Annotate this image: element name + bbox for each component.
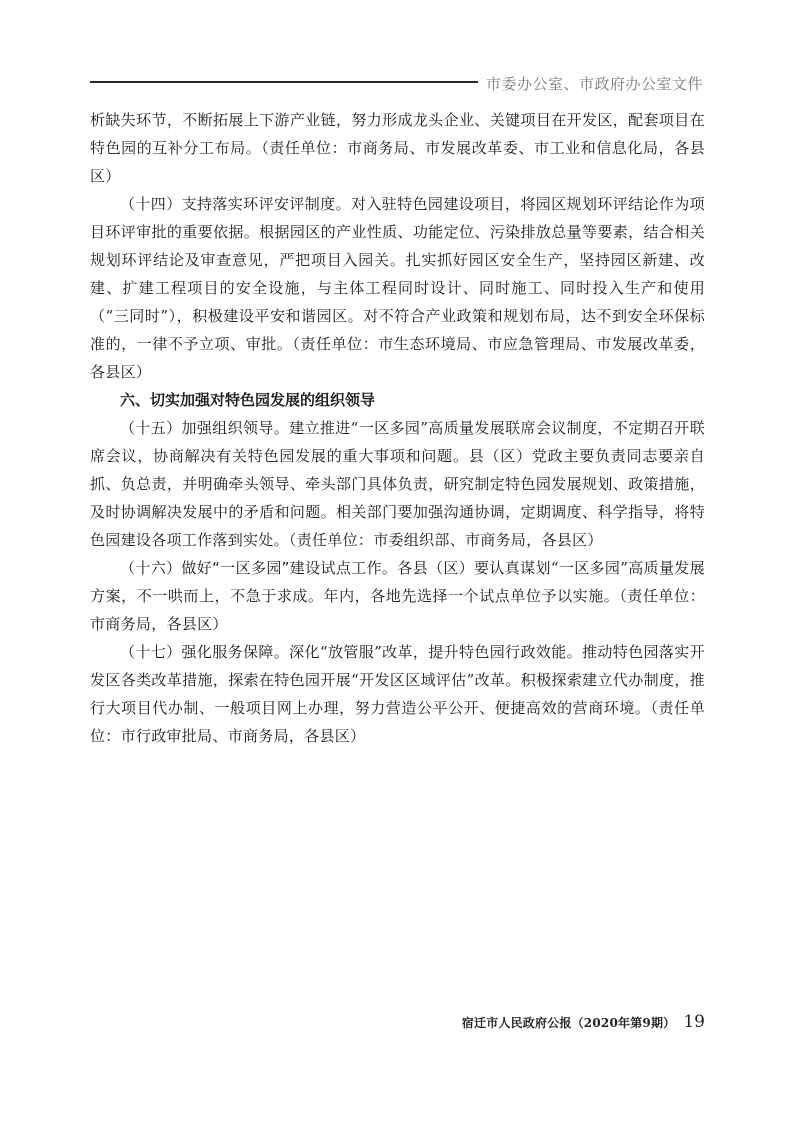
item-17-text: 深化“放管服”改革，提升特色园行政效能。推动特色园落实开发区各类改革措施，探索在特色园开展“开发区区域评估”改革。积极探索建立代办制度，推行大项目代办制、一般项目网上办理，努力营造公平公开、便捷高效的营商环境。（责任单位：市行政审批局、市商务局，各县区） — [90, 643, 705, 745]
header-rule — [90, 81, 478, 83]
footer-publication: 宿迁市人民政府公报（2020年第9期） — [461, 1016, 676, 1030]
section-heading-6: 六、切实加强对特色园发展的组织领导 — [120, 391, 376, 409]
page-number: 19 — [683, 1012, 705, 1032]
paragraph-item-16 — [90, 554, 705, 638]
item-15-label: （十五）加强组织领导。 — [120, 419, 290, 437]
item-15-text: 建立推进“一区多园”高质量发展联席会议制度，不定期召开联席会议，协商解决有关特色园发展的重大事项和问题。县（区）党政主要负责同志要亲自抓、负总责，并明确牵头领导、牵头部门具体负责，研究制定特色园发展规划、政策措施，及时协调解决发展中的矛盾和问题。相关部门要加强沟通协调，定期调度、科学指导，将特色园建设各项工作落到实处。（责任单位：市委组织部、市商务局，各县区） — [90, 419, 705, 549]
header-title: 市委办公室、市政府办公室文件 — [486, 75, 704, 93]
paragraph-item-14 — [90, 190, 705, 386]
item-16-text: 各县（区）要认真谋划“一区多园”高质量发展方案，不一哄而上，不急于求成。年内，各地先选择一个试点单位予以实施。（责任单位：市商务局，各县区） — [90, 559, 706, 633]
paragraph-item-15 — [90, 414, 705, 554]
page-footer — [462, 1012, 705, 1032]
item-14-label: （十四）支持落实环评安评制度。 — [120, 195, 351, 213]
item-17-label: （十七）强化服务保障。 — [120, 643, 290, 661]
paragraph-item-17 — [90, 638, 705, 750]
item-14-text: 对入驻特色园建设项目，将园区规划环评结论作为项目环评审批的重要依据。根据园区的产业性质、功能定位、污染排放总量等要素，结合相关规划环评结论及审查意见，严把项目入园关。扎实抓好园区安全生产，坚持园区新建、改建、扩建工程项目的安全设施，与主体工程同时设计、同时施工、同时投入生产和使用（“三同时”），积极建设平安和谐园区。对不符合产业政策和规划布局，达不到安全环保标准的，一律不予立项、审批。（责任单位：市生态环境局、市应急管理局、市发展改革委，各县区） — [90, 195, 705, 381]
item-16-label: （十六）做好“一区多园”建设试点工作。 — [120, 559, 398, 577]
paragraph-continuation: 析缺失环节，不断拓展上下游产业链，努力形成龙头企业、关键项目在开发区，配套项目在特色园的互补分工布局。（责任单位：市商务局、市发展改革委、市工业和信息化局，各县区） — [90, 111, 705, 185]
document-body — [90, 106, 705, 750]
